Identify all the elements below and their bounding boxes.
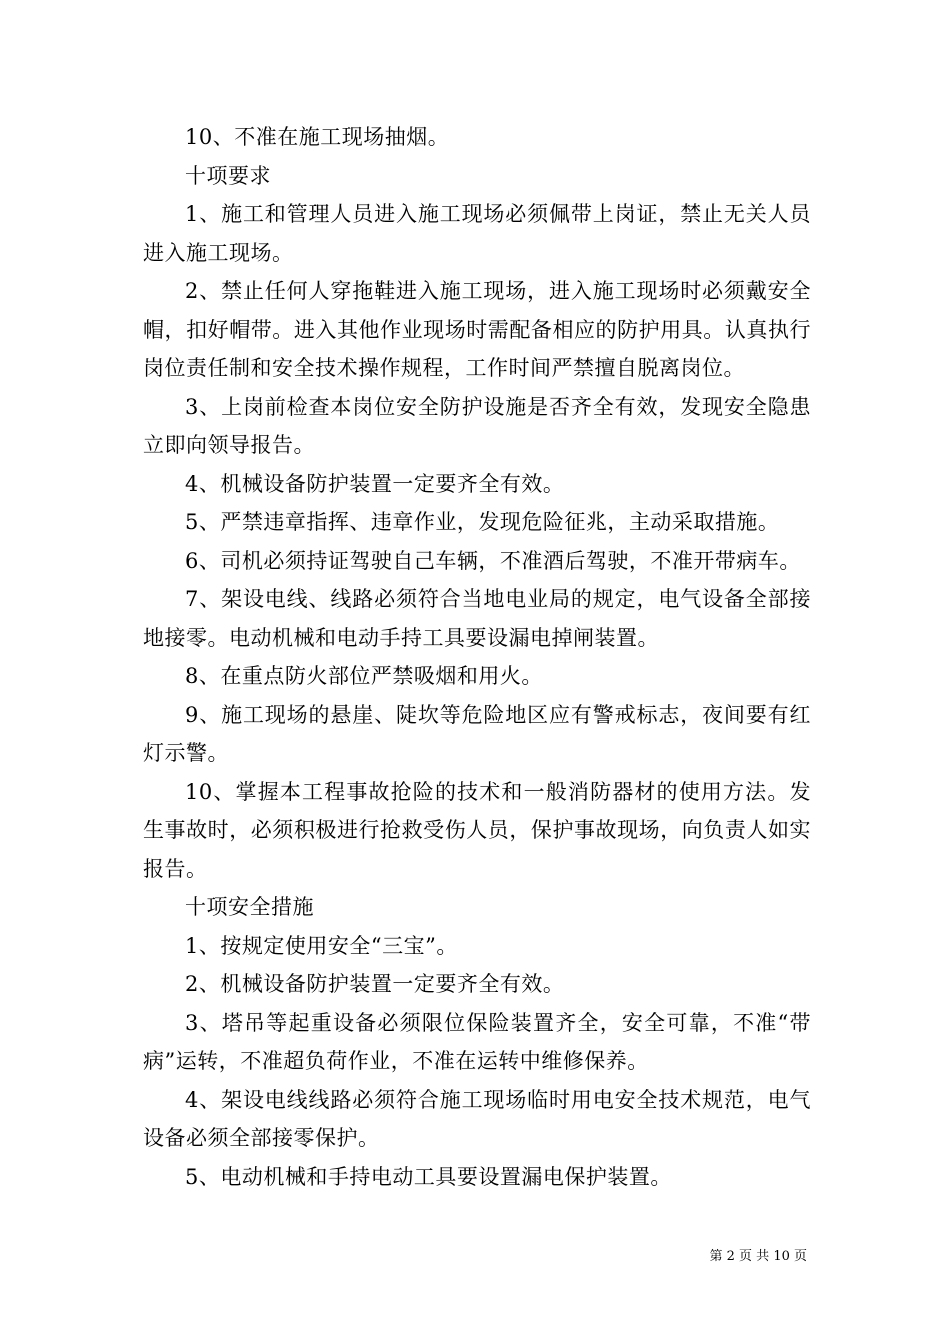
paragraph: 5、电动机械和手持电动工具要设置漏电保护装置。 — [185, 1164, 672, 1189]
paragraph: 10、掌握本工程事故抢险的技术和一般消防器材的使用方法。发生事故时，必须积极进行抢救受伤人员，保护事故现场，向负责人如实报告。 — [143, 779, 811, 881]
paragraph: 2、机械设备防护装置一定要齐全有效。 — [185, 972, 565, 996]
paragraph: 2、禁止任何人穿拖鞋进入施工现场，进入施工现场时必须戴安全帽，扣好帽带。进入其他作业现场时需配备相应的防护用具。认真执行岗位责任制和安全技术操作规程，工作时间严禁擅自脱离岗位。 — [143, 279, 811, 380]
page-number-footer: 第 2 页 共 10 页 — [709, 1249, 807, 1264]
paragraph: 3、塔吊等起重设备必须限位保险装置齐全，安全可靠，不准“带病”运转，不准超负荷作业，不准在运转中维修保养。 — [143, 1010, 811, 1073]
paragraph: 9、施工现场的悬崖、陡坎等危险地区应有警戒标志，夜间要有红灯示警。 — [143, 702, 811, 765]
section-heading: 十项要求 — [185, 163, 271, 188]
paragraph: 5、严禁违章指挥、违章作业，发现危险征兆，主动采取措施。 — [185, 510, 780, 534]
paragraph: 10、不准在施工现场抽烟。 — [185, 125, 450, 149]
paragraph: 1、施工和管理人员进入施工现场必须佩带上岗证，禁止无关人员进入施工现场。 — [143, 202, 811, 265]
section-heading: 十项安全措施 — [185, 895, 314, 919]
paragraph: 4、机械设备防护装置一定要齐全有效。 — [185, 471, 565, 496]
paragraph: 8、在重点防火部位严禁吸烟和用火。 — [185, 664, 543, 688]
paragraph: 6、司机必须持证驾驶自己车辆，不准酒后驾驶，不准开带病车。 — [185, 548, 801, 573]
paragraph: 1、按规定使用安全“三宝”。 — [185, 933, 458, 958]
paragraph: 7、架设电线、线路必须符合当地电业局的规定，电气设备全部接地接零。电动机械和电动手持工具要设漏电掉闸装置。 — [143, 587, 811, 650]
paragraph: 3、上岗前检查本岗位安全防护设施是否齐全有效，发现安全隐患立即向领导报告。 — [143, 394, 811, 457]
document-body — [143, 118, 811, 1196]
paragraph: 4、架设电线线路必须符合施工现场临时用电安全技术规范，电气设备必须全部接零保护。 — [143, 1087, 811, 1150]
